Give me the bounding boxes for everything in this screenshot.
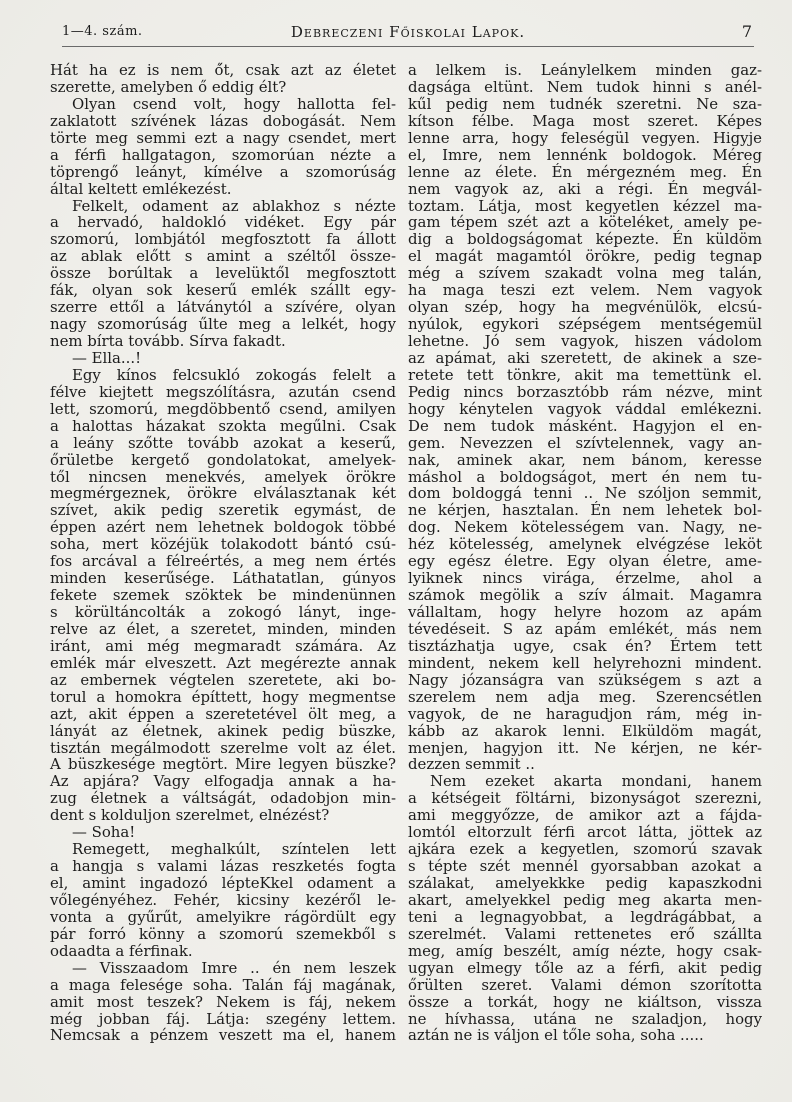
text-line: számok megölik a szív álmait. Magamra bbox=[408, 586, 762, 605]
text-line: fos arcával a félreértés, a meg nem értés bbox=[50, 552, 396, 571]
text-line: De nem tudok másként. Hagyjon el en- bbox=[408, 416, 762, 435]
text-line: lyiknek nincs virága, érzelme, ahol a bbox=[408, 569, 762, 588]
text-line: a leány szőtte tovább azokat a keserű, bbox=[50, 433, 396, 452]
page-number: 7 bbox=[741, 22, 752, 41]
text-line: szálakat, amelyekkke pedig kapaszkodni bbox=[408, 874, 762, 892]
text-line: Az apjára? Vagy elfogadja annak a ha- bbox=[50, 772, 396, 791]
text-line: vállaltam, hogy helyre hozom az apám bbox=[408, 603, 762, 621]
text-line: Olyan csend volt, hogy hallotta fel- bbox=[72, 94, 396, 113]
text-line: ha maga teszi ezt velem. Nem vagyok bbox=[408, 281, 762, 300]
text-line: zaklatott szívének lázas dobogását. Nem bbox=[50, 111, 396, 130]
text-line: A büszkesége megtört. Mire legyen büszke? bbox=[50, 755, 396, 774]
text-line: megmérgeznek, örökre elválasztanak két bbox=[50, 484, 396, 503]
text-line: ne kérjen, hasztalan. Én nem lehetek bol- bbox=[408, 501, 762, 520]
text-line: lomtól eltorzult férfi arcot látta, jöttek az bbox=[408, 823, 762, 842]
text-line: minden keserűsége. Láthatatlan, gúnyos bbox=[50, 569, 396, 588]
text-line: tisztán megálmodott szerelme volt az élet. bbox=[50, 738, 396, 757]
text-line: — Ella...! bbox=[72, 348, 142, 367]
text-line: által keltett emlékezést. bbox=[50, 179, 232, 198]
text-line: s tépte szét mennél gyorsabban azokat a bbox=[408, 857, 762, 876]
text-line: össze a torkát, hogy ne kiáltson, vissza bbox=[408, 992, 762, 1011]
text-line: éppen azért nem lehetnek boldogok többé bbox=[50, 518, 396, 537]
text-line: lehetne. Jó sem vagyok, hiszen vádolom bbox=[408, 332, 762, 350]
text-line: toztam. Látja, most kegyetlen kézzel ma- bbox=[408, 196, 762, 215]
text-line: az embernek végtelen szeretete, aki bo- bbox=[50, 670, 396, 689]
text-line: odaadta a férfinak. bbox=[50, 941, 193, 960]
text-line: mindent, nekem kell helyrehozni mindent. bbox=[408, 653, 762, 672]
text-line: ne hívhassa, utána ne szaladjon, hogy bbox=[408, 1009, 762, 1028]
text-line: szerelmét. Valami rettenetes erő szállta bbox=[408, 924, 762, 943]
text-line: őrülten szeret. Valami démon szorította bbox=[408, 975, 762, 994]
text-line: ami meggyőzze, de amikor azt a fájda- bbox=[408, 806, 762, 825]
text-line: a halottas házakat szokta megűlni. Csak bbox=[50, 416, 396, 435]
text-line: retete tett tönkre, akit ma temettünk el. bbox=[408, 365, 762, 384]
text-line: a hervadó, haldokló vidéket. Egy pár bbox=[50, 213, 396, 232]
text-line: tévedéseit. S az apám emlékét, más nem bbox=[408, 619, 762, 638]
text-line: lányát az életnek, akinek pedig büszke, bbox=[50, 721, 396, 740]
left-text-column bbox=[50, 62, 396, 1044]
text-line: dent s kolduljon szerelmet, elnézést? bbox=[50, 806, 330, 825]
text-line: teni a legnagyobbat, a legdrágábbat, a bbox=[408, 907, 762, 926]
text-line: dom boldoggá tenni .. Ne szóljon semmit, bbox=[408, 484, 762, 503]
text-line: fekete szemek szöktek be mindenünnen bbox=[50, 586, 396, 605]
text-line: dog. Nekem kötelességem van. Nagy, ne- bbox=[408, 518, 762, 537]
text-line: nem vagyok az, aki a régi. Én megvál- bbox=[408, 179, 762, 198]
text-line: ajkára ezek a kegyetlen, szomorú szavak bbox=[408, 840, 762, 859]
text-line: szerre ettől a látványtól a szívére, olyan bbox=[50, 298, 396, 317]
text-line: dig a boldogságomat képezte. Én küldöm bbox=[408, 230, 762, 249]
text-line: a lelkem is. Leánylelkem minden gaz- bbox=[408, 61, 762, 79]
text-line: dezzen semmit .. bbox=[408, 755, 535, 774]
text-line: hogy kénytelen vagyok váddal emlékezni. bbox=[408, 399, 762, 418]
text-line: nyúlok, egykori szépségem mentségemül bbox=[408, 315, 762, 334]
text-line: nagy szomorúság űlte meg a lelkét, hogy bbox=[50, 315, 396, 334]
text-line: el, amint ingadozó lépteKkel odament a bbox=[50, 874, 396, 892]
text-line: Felkelt, odament az ablakhoz s nézte bbox=[72, 196, 396, 215]
text-line: félve kiejtett megszólításra, azután csend bbox=[50, 382, 396, 401]
text-line: szerette, amelyben ő eddig élt? bbox=[50, 77, 287, 96]
text-line: iránt, ami még megmaradt számára. Az bbox=[50, 636, 396, 655]
text-line: tisztázhatja ugye, csak én? Értem tett bbox=[408, 636, 762, 655]
text-line: egy egész életre. Egy olyan életre, ame- bbox=[408, 552, 762, 571]
text-line: a maga felesége soha. Talán fáj magának, bbox=[50, 975, 396, 994]
text-line: gem. Nevezzen el szívtelennek, vagy an- bbox=[408, 433, 762, 452]
text-line: fák, olyan sok keserű emlék szállt egy- bbox=[50, 281, 396, 300]
page-header bbox=[62, 22, 754, 47]
text-line: soha, mert közéjük tolakodott bántó csú- bbox=[50, 535, 396, 554]
text-line: az apámat, aki szeretett, de akinek a sze- bbox=[408, 348, 762, 367]
text-line: akart, amelyekkel pedig meg akarta men- bbox=[408, 890, 762, 909]
right-text-column bbox=[408, 62, 762, 1044]
text-line: olyan szép, hogy ha megvénülök, elcsú- bbox=[408, 298, 762, 317]
text-line: el magát magamtól örökre, pedig tegnap bbox=[408, 247, 762, 266]
text-line: nak, aminek akar, nem bánom, keresse bbox=[408, 450, 762, 469]
text-line: vagyok, de ne haragudjon rám, még in- bbox=[408, 704, 762, 723]
text-line: Egy kínos felcsukló zokogás felelt a bbox=[72, 365, 396, 384]
text-line: őrületbe kergető gondolatokat, amelyek- bbox=[50, 450, 396, 469]
text-line: nem bírta tovább. Sírva fakadt. bbox=[50, 332, 286, 350]
text-line: gam tépem szét azt a köteléket, amely pe- bbox=[408, 213, 762, 232]
text-line: dagsága eltünt. Nem tudok hinni s anél- bbox=[408, 77, 762, 96]
text-line: ugyan elmegy tőle az a férfi, akit pedig bbox=[408, 958, 762, 977]
text-line: amit most teszek? Nekem is fáj, nekem bbox=[50, 992, 396, 1011]
text-line: még jobban fáj. Látja: szegény lettem. bbox=[50, 1009, 396, 1028]
text-line: vőlegényéhez. Fehér, kicsiny kezéről le- bbox=[50, 890, 396, 909]
text-line: a hangja s valami lázas reszketés fogta bbox=[50, 857, 396, 876]
issue-number: 1—4. szám. bbox=[62, 24, 143, 39]
text-line: lenne arra, hogy feleségül vegyen. Higyje bbox=[408, 128, 762, 147]
text-line: héz kötelesség, amelynek elvégzése leköt bbox=[408, 535, 762, 554]
text-line: kítson félbe. Maga most szeret. Képes bbox=[408, 111, 762, 130]
text-line: Pedig nincs borzasztóbb rám nézve, mint bbox=[408, 382, 762, 401]
text-line: Nagy józanságra van szükségem s azt a bbox=[408, 670, 762, 689]
text-line: meg, amíg beszélt, amíg nézte, hogy csak- bbox=[408, 941, 762, 960]
text-line: emlék már elveszett. Azt megérezte annak bbox=[50, 653, 396, 672]
text-line: zug életnek a váltságát, odadobjon min- bbox=[50, 789, 396, 808]
text-line: lenne az élete. Én mérgezném meg. Én bbox=[408, 162, 762, 181]
text-line: — Soha! bbox=[72, 823, 136, 842]
text-line: máshol a boldogságot, mert én nem tu- bbox=[408, 467, 762, 486]
text-line: torul a homokra építtett, hogy megmentse bbox=[50, 687, 396, 706]
text-line: kűl pedig nem tudnék szeretni. Ne sza- bbox=[408, 94, 762, 113]
text-line: pár forró könny a szomorú szemekből s bbox=[50, 924, 396, 943]
text-line: től nincsen menekvés, amelyek örökre bbox=[50, 467, 396, 486]
text-line: az ablak előtt s amint a széltől össze- bbox=[50, 247, 396, 266]
text-line: Nem ezeket akarta mondani, hanem bbox=[430, 772, 762, 791]
text-line: a férfi hallgatagon, szomorúan nézte a bbox=[50, 145, 396, 164]
text-line: el, Imre, nem lennénk boldogok. Méreg bbox=[408, 145, 762, 164]
text-line: a kétségeit föltárni, bizonyságot szerezni, bbox=[408, 789, 762, 808]
text-line: lett, szomorú, megdöbbentő csend, amilyen bbox=[50, 399, 396, 418]
text-line: Hát ha ez is nem ő́t, csak azt az életet bbox=[50, 61, 396, 79]
text-line: töprengő leányt, kímélve a szomorúság bbox=[50, 162, 396, 181]
text-line: még a szívem szakadt volna meg talán, bbox=[408, 264, 762, 283]
text-line: szívet, akik pedig szeretik egymást, de bbox=[50, 501, 396, 520]
text-line: szerelem nem adja meg. Szerencsétlen bbox=[408, 687, 762, 706]
text-line: s körültáncolták a zokogó lányt, inge- bbox=[50, 603, 396, 621]
text-line: össze borúltak a levelüktől megfosztott bbox=[50, 264, 396, 283]
text-line: menjen, hagyjon itt. Ne kérjen, ne kér- bbox=[408, 738, 762, 757]
text-line: aztán ne is váljon el tőle soha, soha ..... bbox=[408, 1026, 704, 1045]
text-line: törte meg semmi ezt a nagy csendet, mert bbox=[50, 128, 396, 147]
text-line: vonta a gyűrűt, amelyikre rágördült egy bbox=[50, 907, 396, 926]
text-line: szomorú, lombjától megfosztott fa állott bbox=[50, 230, 396, 249]
text-line: Nemcsak a pénzem veszett ma el, hanem bbox=[50, 1026, 396, 1045]
text-line: azt, akit éppen a szeretetével ölt meg, a bbox=[50, 704, 396, 723]
text-line: relve az élet, a szeretet, minden, minden bbox=[50, 619, 396, 638]
text-line: kább az akarok lenni. Elküldöm magát, bbox=[408, 721, 762, 740]
text-line: Remegett, meghalkúlt, színtelen lett bbox=[72, 840, 396, 859]
text-line: — Visszaadom Imre .. én nem leszek bbox=[72, 958, 396, 977]
journal-title: Debreczeni Főiskolai Lapok. bbox=[290, 23, 526, 41]
